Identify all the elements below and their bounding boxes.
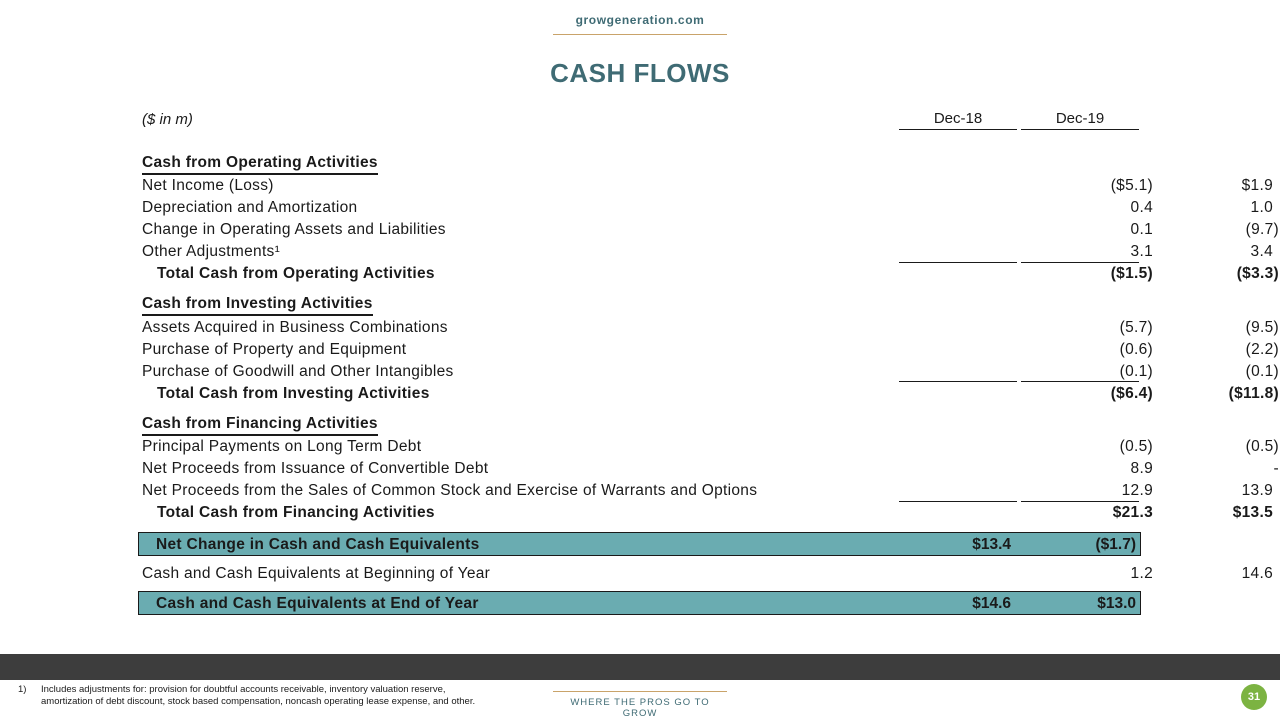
- net-change-row: [138, 532, 1141, 556]
- value-dec-18: ($5.1): [1110, 177, 1153, 194]
- table-row: [142, 175, 1273, 197]
- units-label: ($ in m): [142, 111, 193, 128]
- table-row: [142, 219, 1279, 241]
- value-dec-18: (0.1): [1119, 363, 1153, 380]
- value-dec-18: (0.6): [1119, 341, 1153, 358]
- subtotal-rule: [1021, 381, 1139, 382]
- row-label: Total Cash from Financing Activities: [157, 504, 435, 521]
- tagline-divider: [553, 691, 727, 692]
- value-dec-18: 1.2: [1130, 565, 1153, 582]
- table-row: [142, 197, 1273, 219]
- value-dec-19: 1.0: [1250, 199, 1273, 216]
- table-row: [142, 339, 1279, 361]
- page-title: CASH FLOWS: [550, 58, 730, 88]
- value-dec-18: 3.1: [1130, 243, 1153, 260]
- value-dec-18: 0.4: [1130, 199, 1153, 216]
- table-row: [142, 317, 1279, 339]
- value-dec-19: $13.5: [1232, 504, 1273, 521]
- row-label: Depreciation and Amortization: [142, 199, 358, 216]
- section-heading-financing: [142, 413, 1140, 435]
- row-label: Principal Payments on Long Term Debt: [142, 438, 422, 455]
- footnote-line: Includes adjustments for: provision for doubtful accounts receivable, inventory valuation reserve,: [41, 684, 446, 695]
- value-dec-18: 12.9: [1121, 482, 1153, 499]
- value-dec-18: (0.5): [1119, 438, 1153, 455]
- total-row-operating: [142, 263, 1279, 285]
- value-dec-19: -: [1273, 460, 1279, 477]
- table-row: [142, 241, 1273, 263]
- row-label: Cash and Cash Equivalents at Beginning of Year: [142, 565, 491, 582]
- section-heading-label: Cash from Investing Activities: [142, 295, 373, 316]
- value-dec-19: (2.2): [1245, 341, 1279, 358]
- row-label: Net Proceeds from the Sales of Common Stock and Exercise of Warrants and Options: [142, 482, 758, 499]
- value-dec-18: ($1.5): [1110, 265, 1153, 282]
- footnote-line: amortization of debt discount, stock based compensation, noncash operating lease expense, and other.: [41, 696, 476, 707]
- value-dec-19: ($1.7): [1095, 536, 1136, 553]
- row-label: Cash and Cash Equivalents at End of Year: [156, 595, 479, 612]
- column-header-dec-19: Dec-19: [1021, 110, 1139, 130]
- value-dec-18: ($6.4): [1110, 385, 1153, 402]
- row-label: Change in Operating Assets and Liabilities: [142, 221, 446, 238]
- row-label: Purchase of Goodwill and Other Intangibles: [142, 363, 454, 380]
- value-dec-19: 3.4: [1250, 243, 1273, 260]
- table-row: [142, 361, 1279, 383]
- value-dec-18: $14.6: [972, 595, 1011, 612]
- row-label: Purchase of Property and Equipment: [142, 341, 407, 358]
- table-row: [142, 436, 1279, 458]
- table-row: [142, 458, 1279, 480]
- value-dec-19: ($3.3): [1236, 265, 1279, 282]
- footnote-text: [41, 684, 541, 708]
- value-dec-19: 13.9: [1241, 482, 1273, 499]
- table-row: [142, 480, 1273, 502]
- beginning-cash-row: [142, 563, 1273, 585]
- site-url: growgeneration.com: [575, 13, 705, 27]
- tagline: WHERE THE PROS GO TO GROW: [570, 697, 710, 719]
- row-label: Assets Acquired in Business Combinations: [142, 319, 448, 336]
- section-heading-label: Cash from Financing Activities: [142, 415, 378, 436]
- subtotal-rule: [899, 381, 1017, 382]
- row-label: Net Change in Cash and Cash Equivalents: [156, 536, 480, 553]
- page-number-badge: 31: [1241, 684, 1267, 710]
- row-label: Net Proceeds from Issuance of Convertible Debt: [142, 460, 489, 477]
- value-dec-18: $21.3: [1112, 504, 1153, 521]
- total-row-investing: [142, 383, 1279, 405]
- row-label: Total Cash from Investing Activities: [157, 385, 430, 402]
- footnote-number: 1): [18, 684, 27, 695]
- total-row-financing: [142, 502, 1273, 524]
- value-dec-19: $13.0: [1097, 595, 1136, 612]
- section-heading-label: Cash from Operating Activities: [142, 154, 378, 175]
- value-dec-18: 0.1: [1130, 221, 1153, 238]
- value-dec-19: (9.7): [1245, 221, 1279, 238]
- value-dec-19: ($11.8): [1228, 385, 1279, 402]
- value-dec-19: $1.9: [1241, 177, 1273, 194]
- value-dec-18: 8.9: [1130, 460, 1153, 477]
- section-heading-investing: [142, 293, 1140, 315]
- header-divider: [553, 34, 727, 35]
- value-dec-19: (9.5): [1245, 319, 1279, 336]
- section-heading-operating: [142, 152, 1140, 174]
- value-dec-19: (0.1): [1245, 363, 1279, 380]
- column-header-dec-18: Dec-18: [899, 110, 1017, 130]
- row-label: Total Cash from Operating Activities: [157, 265, 435, 282]
- value-dec-19: 14.6: [1241, 565, 1273, 582]
- ending-cash-row: [138, 591, 1141, 615]
- value-dec-18: (5.7): [1119, 319, 1153, 336]
- row-label: Net Income (Loss): [142, 177, 274, 194]
- value-dec-18: $13.4: [972, 536, 1011, 553]
- footer-bar: [0, 654, 1280, 680]
- row-label: Other Adjustments¹: [142, 243, 281, 260]
- value-dec-19: (0.5): [1245, 438, 1279, 455]
